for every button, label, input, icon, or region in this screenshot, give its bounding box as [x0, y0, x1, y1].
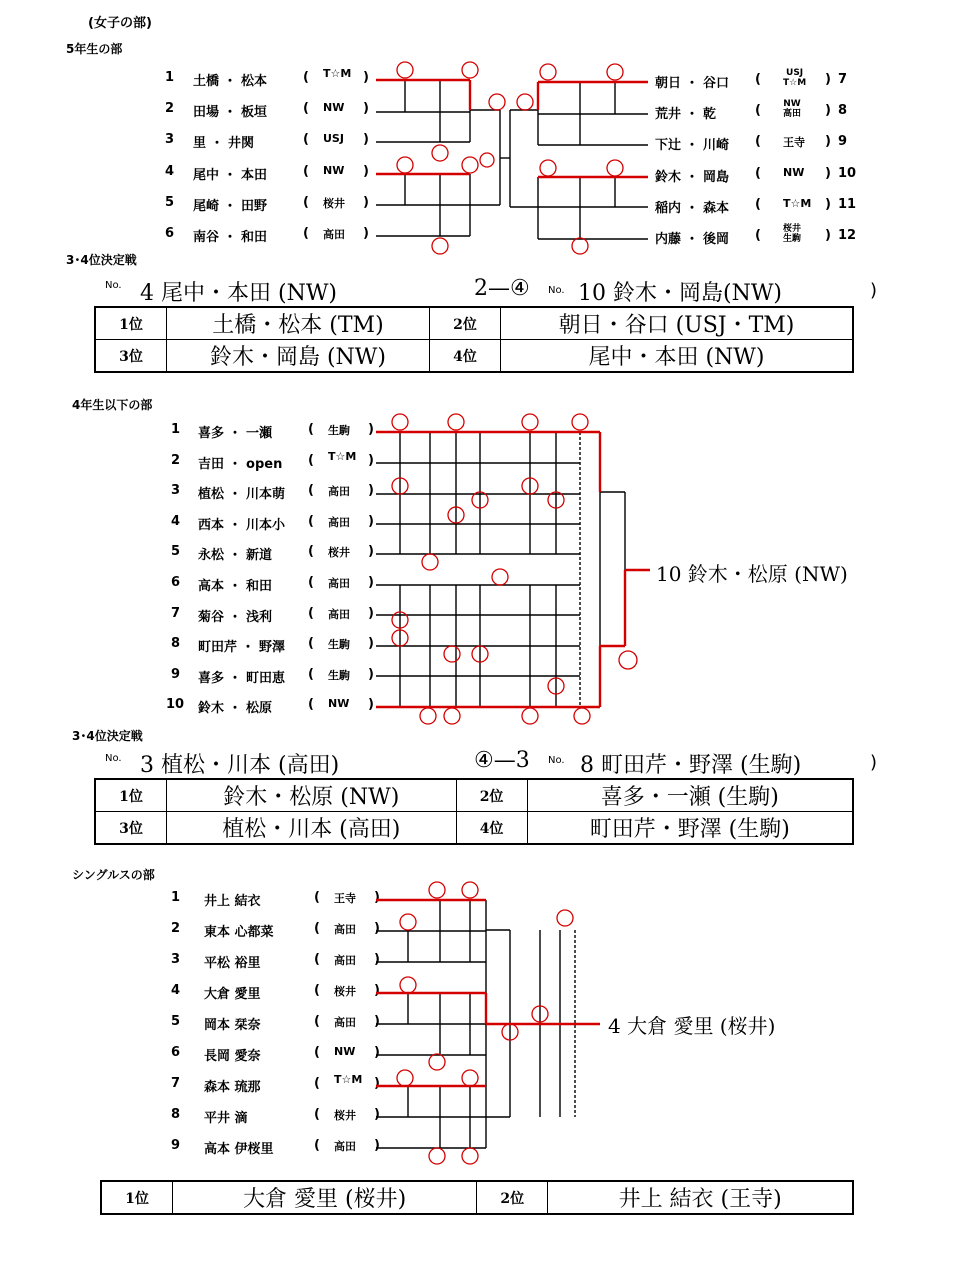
paren-close: ) [825, 134, 831, 150]
paren-close: ) [825, 165, 831, 181]
entry-team: 高田 [328, 485, 350, 499]
paren-close: ) [368, 483, 374, 499]
g4-third-no-left: No. [105, 753, 122, 764]
paren-open: ( [308, 697, 314, 713]
g5-third-score: 2—④ [474, 276, 530, 301]
g5-res-value: 鈴木・岡島 (NW) [167, 340, 430, 373]
entry-name: 田場 ・ 板垣 [193, 105, 268, 121]
g5-third-close: ) [870, 280, 878, 301]
entry-name: 南谷 ・ 和田 [193, 230, 268, 245]
entry-name: 長岡 愛奈 [204, 1049, 261, 1064]
entry-team: T☆M [783, 196, 812, 210]
paren-close: ) [363, 70, 369, 85]
entry-num: 6 [164, 226, 174, 241]
entry-team: 高田 [334, 1140, 356, 1153]
entry-team: 高田 [334, 1016, 356, 1029]
g4-third-no-right: No. [548, 755, 565, 766]
paren-close: ) [374, 983, 380, 998]
entry-num: 1 [170, 890, 180, 905]
paren-open: ( [755, 196, 761, 212]
singles-res-label: 1位 [101, 1181, 173, 1214]
singles-res-label: 2位 [477, 1181, 548, 1214]
entry-num: 4 [164, 163, 174, 179]
entry-team: 桜井 [323, 196, 345, 210]
paren-open: ( [308, 483, 314, 499]
paren-close: ) [363, 194, 369, 210]
entry-team: 高田 [328, 515, 350, 529]
paren-close: ) [825, 228, 831, 243]
entry-team: 王寺 [334, 892, 356, 905]
entry-num: 7 [838, 72, 848, 87]
g5-third-left: 4 尾中・本田 (NW) [140, 281, 338, 306]
entry-num: 9 [838, 134, 848, 150]
paren-open: ( [755, 228, 761, 243]
entry-team: NW [334, 1045, 356, 1058]
entry-num: 7 [170, 605, 180, 621]
paren-open: ( [308, 666, 314, 682]
entry-team: T☆M [328, 449, 357, 463]
entry-team: 生駒 [328, 638, 350, 652]
entry-num: 4 [170, 513, 180, 529]
singles-res-value: 大倉 愛里 (桜井) [173, 1181, 477, 1214]
entry-name: 土橋 ・ 松本 [193, 74, 268, 89]
g5-res-label: 2位 [429, 307, 500, 340]
paren-open: ( [314, 1045, 320, 1060]
entry-team: USJ T☆M [783, 68, 807, 88]
entry-team: NW [323, 101, 345, 115]
g4-res-value: 植松・川本 (高田) [167, 812, 457, 845]
paren-close: ) [374, 921, 380, 936]
entry-name: 植松 ・ 川本萌 [198, 487, 286, 503]
entry-name: 平井 滴 [204, 1111, 248, 1126]
entry-name: 菊谷 ・ 浅利 [198, 609, 273, 625]
g4-title: 4年生以下の部 [72, 398, 153, 412]
g4-res-label: 1位 [95, 779, 167, 812]
paren-open: ( [303, 194, 309, 210]
entry-num: 1 [170, 422, 180, 437]
entry-num: 9 [170, 1138, 180, 1153]
entry-num: 9 [170, 666, 180, 682]
entry-team: 王寺 [783, 136, 805, 150]
entry-name: 平松 裕里 [204, 956, 261, 971]
paren-close: ) [363, 226, 369, 241]
paren-close: ) [374, 1107, 380, 1122]
g4-winner: 10 鈴木・松原 (NW) [656, 562, 848, 586]
g5-res-label: 1位 [95, 307, 167, 340]
g4-res-value: 喜多・一瀬 (生駒) [527, 779, 853, 812]
paren-close: ) [825, 196, 831, 212]
paren-open: ( [303, 163, 309, 179]
entry-name: 西本 ・ 川本小 [198, 517, 286, 533]
entry-num: 5 [170, 544, 180, 560]
paren-close: ) [368, 544, 374, 560]
paren-open: ( [314, 921, 320, 936]
paren-open: ( [303, 101, 309, 117]
g4-res-value: 町田芹・野澤 (生駒) [527, 812, 853, 845]
paren-close: ) [368, 575, 374, 590]
paren-open: ( [755, 103, 761, 119]
entry-name: 荒井 ・ 乾 [655, 107, 717, 123]
entry-name: 尾崎 ・ 田野 [193, 198, 268, 214]
entry-num: 1 [164, 70, 174, 85]
entry-name: 高本 伊桜里 [204, 1142, 274, 1157]
entry-name: 井上 結衣 [204, 894, 261, 909]
paren-open: ( [314, 952, 320, 967]
g4-res-label: 3位 [95, 812, 167, 845]
paren-open: ( [755, 134, 761, 150]
g5-third-no-left: No. [105, 280, 122, 291]
g4-third-close: ) [870, 752, 878, 773]
paren-open: ( [314, 1014, 320, 1029]
entry-num: 3 [164, 132, 174, 148]
entry-name: 喜多 ・ 町田恵 [198, 670, 286, 686]
entry-num: 8 [838, 103, 848, 119]
paren-open: ( [308, 575, 314, 590]
division-title: (女子の部) [88, 16, 152, 31]
entry-name: 高本 ・ 和田 [198, 579, 273, 594]
paren-open: ( [314, 983, 320, 998]
entry-num: 5 [164, 194, 174, 210]
g4-third-title: 3･4位決定戦 [72, 729, 143, 743]
entry-num: 7 [170, 1076, 180, 1091]
entry-name: 永松 ・ 新道 [198, 548, 273, 564]
paren-close: ) [368, 452, 374, 468]
g5-third-title: 3･4位決定戦 [66, 253, 137, 267]
singles-winner: 4 大倉 愛里 (桜井) [608, 1014, 776, 1038]
entry-num: 2 [164, 101, 174, 117]
entry-team: 生駒 [328, 424, 350, 437]
paren-open: ( [308, 605, 314, 621]
entry-name: 内藤 ・ 後岡 [655, 232, 730, 247]
entry-team: 高田 [323, 228, 345, 241]
paren-open: ( [314, 890, 320, 905]
g4-third-left: 3 植松・川本 (高田) [140, 753, 340, 778]
entry-name: 岡本 栞奈 [204, 1018, 261, 1033]
entry-team: 高田 [328, 607, 350, 621]
entry-name: 尾中 ・ 本田 [193, 167, 268, 183]
entry-num: 8 [170, 636, 180, 652]
paren-open: ( [308, 513, 314, 529]
entry-num: 10 [166, 697, 185, 713]
entry-num: 3 [170, 483, 180, 499]
entry-num: 6 [170, 1045, 180, 1060]
paren-close: ) [374, 1076, 380, 1091]
entry-team: T☆M [334, 1073, 363, 1086]
entry-num: 2 [170, 452, 180, 468]
paren-open: ( [303, 132, 309, 148]
entry-team: USJ [323, 132, 344, 146]
entry-name: 鈴木 ・ 松原 [198, 701, 273, 717]
g5-res-value: 尾中・本田 (NW) [500, 340, 853, 373]
g4-res-label: 2位 [456, 779, 527, 812]
paren-close: ) [363, 132, 369, 148]
paren-open: ( [308, 636, 314, 652]
entry-team: T☆M [323, 67, 352, 80]
paren-open: ( [303, 70, 309, 85]
entry-num: 10 [838, 165, 857, 181]
paren-close: ) [374, 1138, 380, 1153]
singles-res-value: 井上 結衣 (王寺) [548, 1181, 853, 1214]
paren-close: ) [368, 513, 374, 529]
entry-num: 8 [170, 1107, 180, 1122]
entry-num: 6 [170, 575, 180, 590]
entry-team: 高田 [334, 954, 356, 967]
g5-res-label: 4位 [429, 340, 500, 373]
singles-title: シングルスの部 [72, 868, 155, 882]
entry-team: 高田 [334, 923, 356, 936]
paren-close: ) [368, 422, 374, 437]
paren-close: ) [825, 72, 831, 87]
entry-team: 桜井 [334, 1109, 356, 1122]
paren-open: ( [308, 452, 314, 468]
paren-open: ( [314, 1107, 320, 1122]
entry-name: 下辻 ・ 川崎 [655, 138, 730, 154]
g4-third-score: ④—3 [474, 748, 530, 773]
paren-open: ( [314, 1138, 320, 1153]
paren-close: ) [374, 1014, 380, 1029]
entry-name: 稲内 ・ 森本 [655, 200, 730, 216]
entry-name: 鈴木 ・ 岡島 [655, 169, 730, 185]
paren-close: ) [363, 101, 369, 117]
entry-team: NW [328, 697, 350, 711]
g5-res-value: 朝日・谷口 (USJ・TM) [500, 307, 853, 340]
entry-team: 桜井 [334, 985, 356, 998]
entry-name: 大倉 愛里 [204, 987, 261, 1002]
entry-name: 朝日 ・ 谷口 [655, 76, 730, 91]
paren-close: ) [363, 163, 369, 179]
entry-num: 4 [170, 983, 180, 998]
entry-team: 桜井 生駒 [783, 224, 802, 244]
paren-close: ) [825, 103, 831, 119]
g5-res-value: 土橋・松本 (TM) [167, 307, 430, 340]
entry-name: 森本 琉那 [204, 1080, 261, 1095]
g5-third-right: 10 鈴木・岡島(NW) [578, 281, 783, 306]
paren-close: ) [374, 952, 380, 967]
entry-num: 12 [838, 228, 857, 243]
entry-name: 東本 心都菜 [204, 925, 274, 940]
entry-name: 喜多 ・ 一瀬 [198, 426, 273, 441]
paren-open: ( [303, 226, 309, 241]
paren-close: ) [368, 605, 374, 621]
paren-open: ( [314, 1076, 320, 1091]
g4-res-value: 鈴木・松原 (NW) [167, 779, 457, 812]
paren-close: ) [368, 697, 374, 713]
entry-num: 5 [170, 1014, 180, 1029]
entry-num: 11 [838, 196, 857, 212]
entry-name: 吉田 ・ open [198, 456, 283, 472]
entry-num: 3 [170, 952, 180, 967]
entry-num: 2 [170, 921, 180, 936]
paren-open: ( [308, 544, 314, 560]
g5-third-no-right: No. [548, 285, 565, 296]
paren-close: ) [368, 636, 374, 652]
entry-team: 高田 [328, 577, 350, 590]
entry-team: 桜井 [328, 546, 350, 560]
paren-close: ) [374, 890, 380, 905]
g4-third-right: 8 町田芹・野澤 (生駒) [580, 753, 802, 778]
g5-res-label: 3位 [95, 340, 167, 373]
paren-open: ( [755, 165, 761, 181]
entry-name: 町田芹 ・ 野澤 [198, 640, 286, 656]
entry-name: 里 ・ 井関 [193, 136, 255, 152]
entry-team: NW [783, 165, 805, 179]
paren-open: ( [755, 72, 761, 87]
paren-open: ( [308, 422, 314, 437]
g4-res-label: 4位 [456, 812, 527, 845]
g5-title: 5年生の部 [66, 42, 123, 56]
entry-team: NW 高田 [783, 99, 802, 120]
paren-close: ) [368, 666, 374, 682]
entry-team: 生駒 [328, 668, 350, 682]
paren-close: ) [374, 1045, 380, 1060]
entry-team: NW [323, 163, 345, 177]
